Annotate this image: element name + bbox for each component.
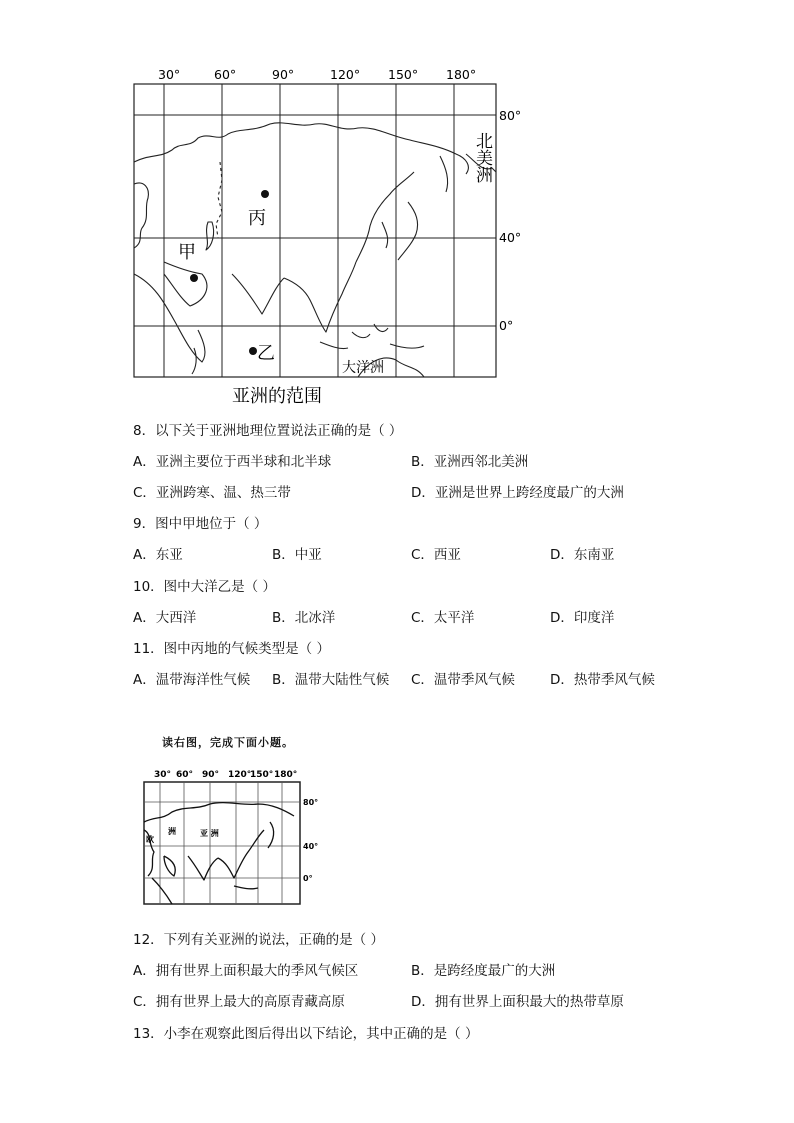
reading-instruction: 读右图，完成下面小题。	[162, 736, 294, 749]
map1-lon-label: 60°	[214, 67, 237, 82]
place-yi-dot	[249, 347, 257, 355]
map2-lon-label: 150°	[250, 770, 274, 780]
map2-lat-label: 40°	[303, 842, 319, 851]
map1-lon-label: 30°	[158, 67, 181, 82]
question-10-option-b[interactable]: B．北冰洋	[272, 610, 336, 626]
place-jia-label: 甲	[178, 242, 196, 263]
asia-range-map	[120, 62, 540, 407]
asia-small-map	[138, 760, 328, 908]
question-13-stem: 13．小李在观察此图后得出以下结论，其中正确的是（ ）	[133, 1026, 479, 1042]
map2-lat-label: 0°	[303, 874, 313, 883]
map2-lon-label: 90°	[202, 770, 220, 780]
map1-lon-label: 120°	[330, 67, 361, 82]
question-9-stem: 9．图中甲地位于（ ）	[133, 516, 268, 532]
question-10-option-d[interactable]: D．印度洋	[550, 610, 615, 626]
question-11-stem: 11．图中丙地的气候类型是（ ）	[133, 641, 330, 657]
map1-caption: 亚洲的范围	[232, 386, 322, 407]
place-jia-dot	[190, 274, 198, 282]
map2-lon-label: 180°	[274, 770, 298, 780]
question-10-option-c[interactable]: C．太平洋	[411, 610, 475, 626]
north-america-label: 北美洲	[472, 132, 492, 183]
map1-lon-label: 180°	[446, 67, 477, 82]
question-10-option-a[interactable]: A．大西洋	[133, 610, 197, 626]
europe-label-2: 洲	[168, 827, 176, 836]
map1-lon-label: 90°	[272, 67, 295, 82]
map1-lat-label: 40°	[499, 230, 522, 245]
question-12-stem: 12．下列有关亚洲的说法，正确的是（ ）	[133, 932, 384, 948]
question-9-option-a[interactable]: A．东亚	[133, 547, 183, 563]
map1-lon-label: 150°	[388, 67, 419, 82]
question-11-option-d[interactable]: D．热带季风气候	[550, 672, 655, 688]
place-bing-dot	[261, 190, 269, 198]
question-12-option-d[interactable]: D．拥有世界上面积最大的热带草原	[411, 994, 624, 1010]
map2-lon-label: 120°	[228, 770, 252, 780]
question-9-option-d[interactable]: D．东南亚	[550, 547, 615, 563]
oceania-label: 大洋洲	[342, 360, 384, 376]
asia-label: 亚 洲	[200, 829, 219, 838]
place-yi-label: 乙	[257, 343, 275, 364]
place-bing-label: 丙	[248, 208, 266, 229]
europe-label-1: 欧	[146, 835, 154, 844]
question-10-stem: 10．图中大洋乙是（ ）	[133, 579, 276, 595]
question-11-option-c[interactable]: C．温带季风气候	[411, 672, 515, 688]
question-12-option-c[interactable]: C．拥有世界上最大的高原青藏高原	[133, 994, 345, 1010]
question-11-option-b[interactable]: B．温带大陆性气候	[272, 672, 390, 688]
map1-lat-label: 80°	[499, 108, 522, 123]
question-9-option-c[interactable]: C．西亚	[411, 547, 461, 563]
map2-lon-label: 30°	[154, 770, 172, 780]
map2-lon-label: 60°	[176, 770, 194, 780]
question-11-option-a[interactable]: A．温带海洋性气候	[133, 672, 251, 688]
question-8-option-d[interactable]: D．亚洲是世界上跨经度最广的大洲	[411, 485, 624, 501]
question-8-option-b[interactable]: B．亚洲西邻北美洲	[411, 454, 529, 470]
question-8-stem: 8．以下关于亚洲地理位置说法正确的是（ ）	[133, 423, 403, 439]
question-9-option-b[interactable]: B．中亚	[272, 547, 322, 563]
question-8-option-a[interactable]: A．亚洲主要位于西半球和北半球	[133, 454, 332, 470]
map2-lat-label: 80°	[303, 798, 319, 807]
question-12-option-a[interactable]: A．拥有世界上面积最大的季风气候区	[133, 963, 359, 979]
question-12-option-b[interactable]: B．是跨经度最广的大洲	[411, 963, 556, 979]
map1-lat-label: 0°	[499, 318, 514, 333]
question-8-option-c[interactable]: C．亚洲跨寒、温、热三带	[133, 485, 291, 501]
